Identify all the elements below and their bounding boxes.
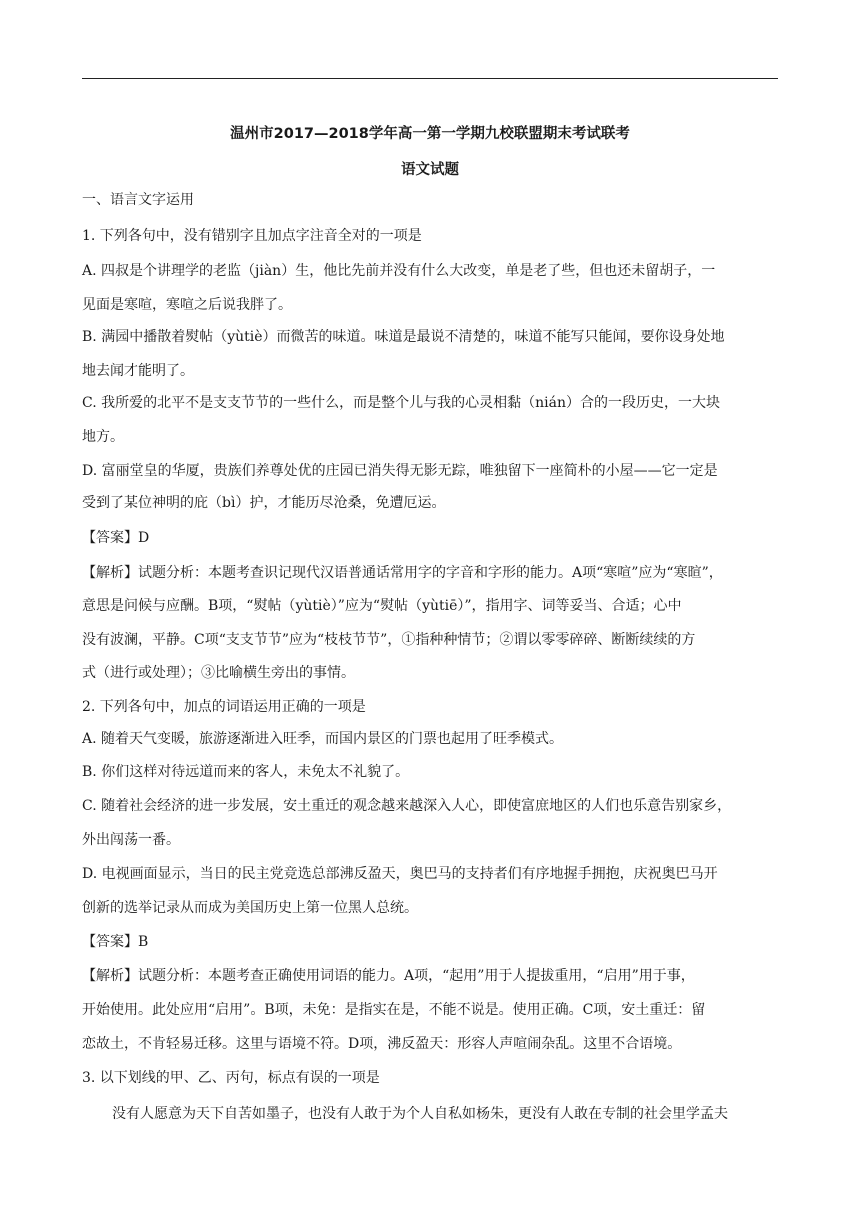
option-1c: C. 我所爱的北平不是支支节节的一些什么，而是整个儿与我的心灵相黏（nián）合的一段历史，一大块 bbox=[82, 395, 720, 411]
analysis-1-cont: 式（进行或处理）；③比喻横生旁出的事情。 bbox=[82, 665, 355, 681]
option-2c-cont: 外出闯荡一番。 bbox=[82, 832, 180, 848]
question-2: 2. 下列各句中，加点的词语运用正确的一项是 bbox=[82, 699, 366, 715]
option-2c: C. 随着社会经济的进一步发展，安土重迁的观念越来越深入人心，即使富庶地区的人们也乐意告别家乡， bbox=[82, 798, 732, 814]
option-1a-cont: 见面是寒喧，寒喧之后说我胖了。 bbox=[82, 297, 292, 313]
option-1a: A. 四叔是个讲理学的老监（jiàn）生，他比先前并没有什么大改变，单是老了些，但也还未留胡子，一 bbox=[82, 263, 716, 279]
document-title: 温州市2017—2018学年高一第一学期九校联盟期末考试联考 bbox=[230, 126, 630, 142]
analysis-1-cont: 意思是问候与应酬。B项，“熨帖（yùtiè）”应为“熨帖（yùtiē）”，指用字、词等妥当、合适；心中 bbox=[82, 598, 682, 614]
analysis-2: 【解析】试题分析：本题考查正确使用词语的能力。A项，“起用”用于人提拔重用，“启用”用于事， bbox=[82, 968, 695, 984]
question-3: 3. 以下划线的甲、乙、丙句，标点有误的一项是 bbox=[82, 1070, 380, 1086]
option-2a: A. 随着天气变暖，旅游逐渐进入旺季，而国内景区的门票也起用了旺季模式。 bbox=[82, 731, 564, 747]
analysis-1-cont: 没有波澜，平静。C项“支支节节”应为“枝枝节节”，①指种种情节；②谓以零零碎碎、断断续续的方 bbox=[82, 632, 696, 648]
option-1c-cont: 地方。 bbox=[82, 429, 124, 445]
option-1d: D. 富丽堂皇的华厦，贵族们养尊处优的庄园已消失得无影无踪，唯独留下一座简朴的小屋——它一定是 bbox=[82, 463, 718, 479]
option-1b-cont: 地去闻才能明了。 bbox=[82, 363, 194, 379]
answer-2: 【答案】B bbox=[82, 934, 149, 950]
section-heading: 一、语言文字运用 bbox=[82, 192, 194, 208]
question-1: 1. 下列各句中，没有错别字且加点字注音全对的一项是 bbox=[82, 228, 422, 244]
option-2d: D. 电视画面显示，当日的民主党竞选总部沸反盈天，奥巴马的支持者们有序地握手拥抱，庆祝奥巴马开 bbox=[82, 866, 718, 882]
passage-3: 没有人愿意为天下自苦如墨子，也没有人敢于为个人自私如杨朱，更没有人敢在专制的社会里学孟夫 bbox=[112, 1106, 728, 1122]
option-2d-cont: 创新的选举记录从而成为美国历史上第一位黑人总统。 bbox=[82, 900, 418, 916]
option-1d-cont: 受到了某位神明的庇（bì）护，才能历尽沧桑，免遭厄运。 bbox=[82, 495, 446, 511]
option-2b: B. 你们这样对待远道而来的客人，未免太不礼貌了。 bbox=[82, 764, 410, 780]
document-subtitle: 语文试题 bbox=[401, 162, 459, 178]
analysis-2-cont: 恋故土，不肯轻易迁移。这里与语境不符。D项，沸反盈天：形容人声喧闹杂乱。这里不合语境。 bbox=[82, 1036, 682, 1052]
analysis-1: 【解析】试题分析：本题考查识记现代汉语普通话常用字的字音和字形的能力。A项“寒喧”应为“寒暄”， bbox=[82, 565, 723, 581]
answer-1: 【答案】D bbox=[82, 530, 150, 546]
option-1b: B. 满园中播散着熨帖（yùtiè）而微苦的味道。味道是最说不清楚的，味道不能写只能闻，要你设身处地 bbox=[82, 329, 725, 345]
analysis-2-cont: 开始使用。此处应用“启用”。B项，未免：是指实在是，不能不说是。使用正确。C项，安土重迁：留 bbox=[82, 1002, 706, 1018]
header-rule bbox=[82, 78, 778, 79]
